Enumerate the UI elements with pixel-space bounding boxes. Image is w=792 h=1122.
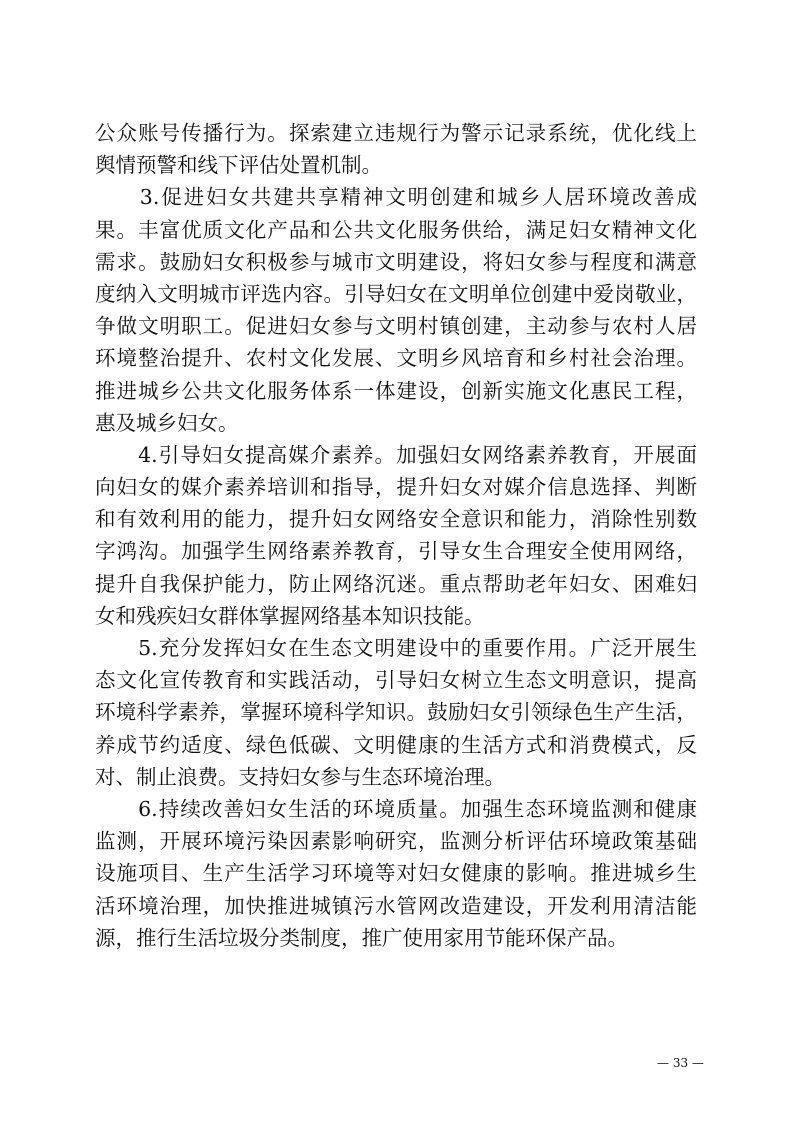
text-line: 舆情预警和线下评估处置机制。 bbox=[95, 153, 382, 178]
text-line: 女和残疾妇女群体掌握网络基本知识技能。 bbox=[95, 603, 485, 628]
document-body bbox=[95, 117, 697, 954]
section-heading-line: 5.充分发挥妇女在生态文明建设中的重要作用。广泛开展生 bbox=[95, 636, 697, 660]
text-line: 果。丰富优质文化产品和公共文化服务供给，满足妇女精神文化 bbox=[95, 217, 697, 242]
text-line: 度纳入文明城市评选内容。引导妇女在文明单位创建中爱岗敬业， bbox=[95, 281, 697, 306]
text-line: 对、制止浪费。支持妇女参与生态环境治理。 bbox=[95, 764, 505, 789]
section-heading-line: 3.促进妇女共建共享精神文明创建和城乡人居环境改善成 bbox=[95, 185, 697, 210]
text-line: 公众账号传播行为。探索建立违规行为警示记录系统，优化线上 bbox=[95, 121, 697, 145]
text-line: 活环境治理，加快推进城镇污水管网改造建设，开发利用清洁能 bbox=[95, 893, 697, 918]
text-line: 需求。鼓励妇女积极参与城市文明建设，将妇女参与程度和满意 bbox=[95, 249, 697, 274]
text-line: 态文化宣传教育和实践活动，引导妇女树立生态文明意识，提高 bbox=[95, 668, 697, 693]
text-line: 养成节约适度、绿色低碳、文明健康的生活方式和消费模式，反 bbox=[95, 732, 697, 757]
text-line: 字鸿沟。加强学生网络素养教育，引导女生合理安全使用网络， bbox=[95, 539, 697, 564]
text-line: 源，推行生活垃圾分类制度，推广使用家用节能环保产品。 bbox=[95, 925, 628, 950]
text-line: 监测，开展环境污染因素影响研究，监测分析评估环境政策基础 bbox=[95, 829, 697, 854]
page-number: — 33 — bbox=[657, 1056, 704, 1070]
text-line: 向妇女的媒介素养培训和指导，提升妇女对媒介信息选择、判断 bbox=[95, 475, 697, 500]
section-heading-line: 6.持续改善妇女生活的环境质量。加强生态环境监测和健康 bbox=[95, 796, 697, 821]
text-line: 环境整治提升、农村文化发展、文明乡风培育和乡村社会治理。 bbox=[95, 346, 697, 371]
text-line: 争做文明职工。促进妇女参与文明村镇创建，主动参与农村人居 bbox=[95, 314, 697, 339]
text-line: 环境科学素养，掌握环境科学知识。鼓励妇女引领绿色生产生活， bbox=[95, 700, 697, 725]
text-line: 和有效利用的能力，提升妇女网络安全意识和能力，消除性别数 bbox=[95, 507, 697, 532]
text-line: 惠及城乡妇女。 bbox=[95, 410, 239, 435]
text-line: 设施项目、生产生活学习环境等对妇女健康的影响。推进城乡生 bbox=[95, 861, 697, 886]
text-line: 提升自我保护能力，防止网络沉迷。重点帮助老年妇女、困难妇 bbox=[95, 571, 697, 596]
section-heading-line: 4.引导妇女提高媒介素养。加强妇女网络素养教育，开展面 bbox=[95, 442, 697, 467]
text-line: 推进城乡公共文化服务体系一体建设，创新实施文化惠民工程， bbox=[95, 378, 697, 403]
